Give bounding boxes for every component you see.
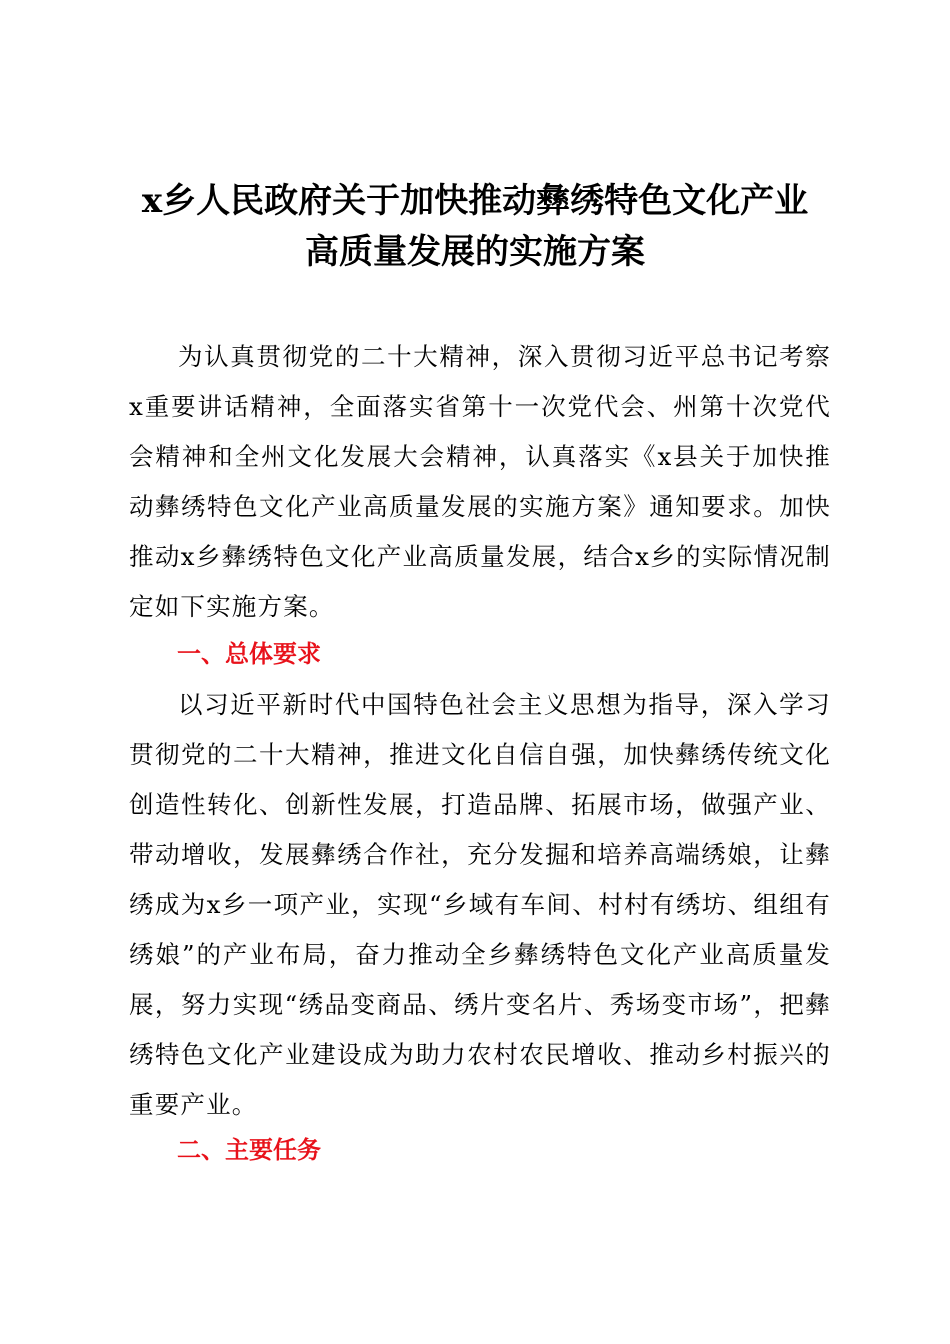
section-heading-general-requirements: 一、总体要求: [177, 640, 321, 668]
document-title-line1: x乡人民政府关于加快推动彝绣特色文化产业: [141, 181, 809, 221]
intro-paragraph: 为认真贯彻党的二十大精神，深入贯彻习近平总书记考察x重要讲话精神，全面落实省第十一次党代会、州第十次党代会精神和全州文化发展大会精神，认真落实《x县关于加快推动彝绣特色文化产业高质量发展的实施方案》通知要求。加快推动x乡彝绣特色文化产业高质量发展，结合x乡的实际情况制定如下实施方案。: [129, 342, 831, 621]
section-heading-main-tasks: 二、主要任务: [177, 1136, 321, 1164]
document-title-line2: 高质量发展的实施方案: [305, 232, 645, 272]
general-requirements-paragraph: 以习近平新时代中国特色社会主义思想为指导，深入学习贯彻党的二十大精神，推进文化自信自强，加快彝绣传统文化创造性转化、创新性发展，打造品牌、拓展市场，做强产业、带动增收，发展彝绣合作社，充分发掘和培养高端绣娘，让彝绣成为x乡一项产业，实现“乡域有车间、村村有绣坊、组组有绣娘”的产业布局，奋力推动全乡彝绣特色文化产业高质量发展，努力实现“绣品变商品、绣片变名片、秀场变市场”，把彝绣特色文化产业建设成为助力农村农民增收、推动乡村振兴的重要产业。: [129, 690, 831, 1119]
